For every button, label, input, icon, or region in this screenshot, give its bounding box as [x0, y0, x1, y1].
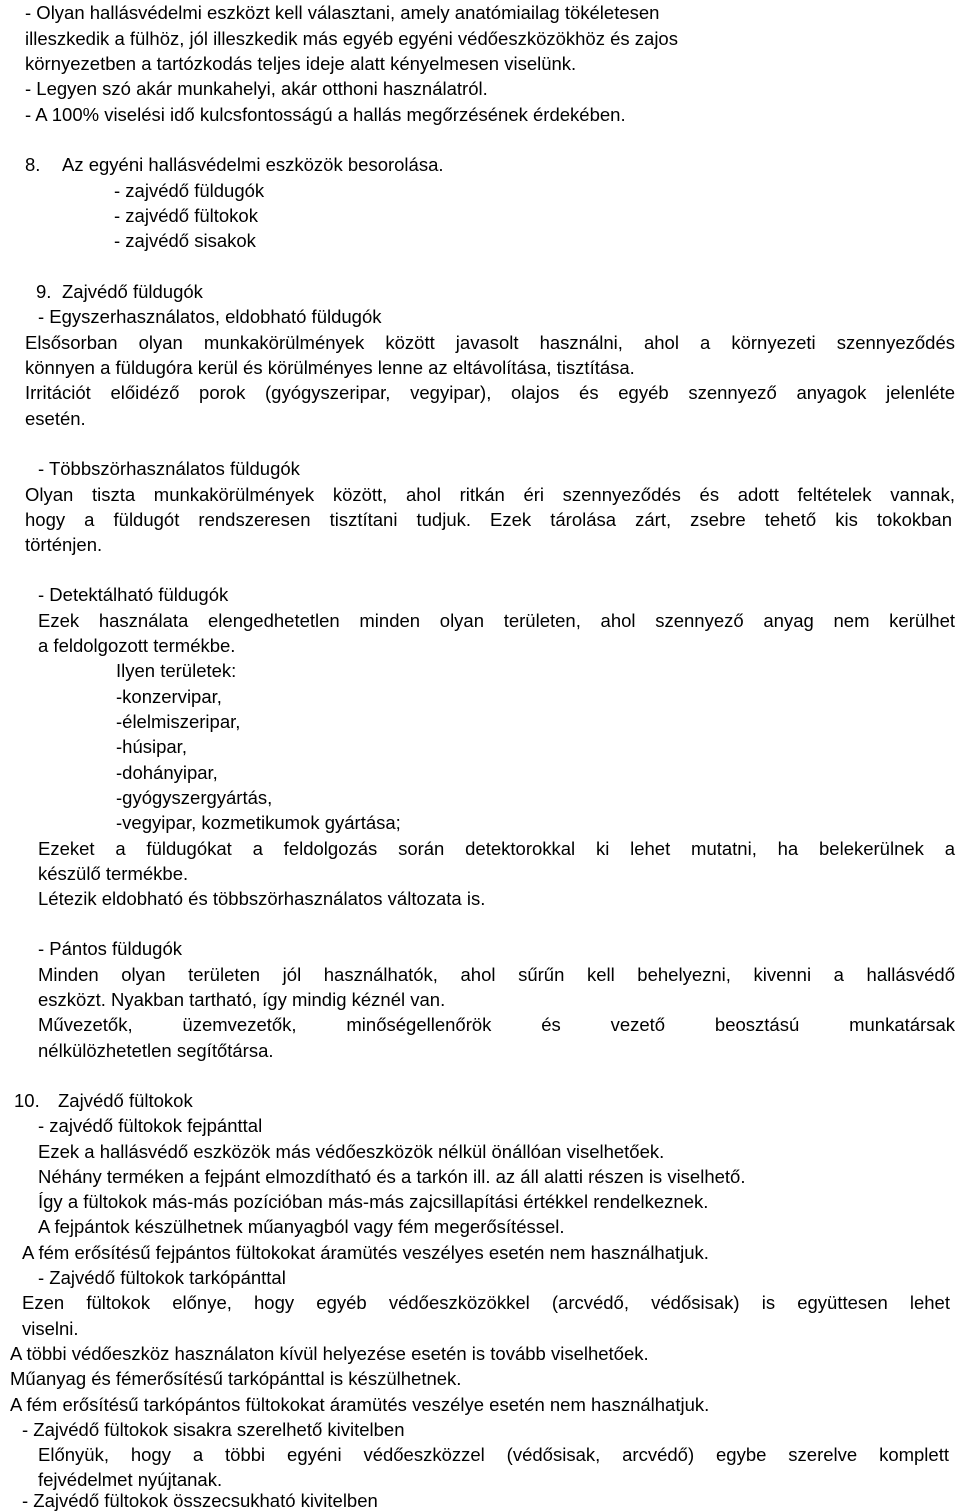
intro-line-4: - Legyen szó akár munkahelyi, akár otthoni használatról. [25, 78, 488, 99]
section-10-number: 10. [14, 1090, 40, 1111]
paragraph-line: Előnyük, hogy a többi egyéni védőeszközzel (védősisak, arcvédő) egybe szerelve komplett [38, 1444, 949, 1465]
paragraph-line: Elsősorban olyan munkakörülmények között javasolt használni, ahol a környezeti szennyeződés [25, 332, 955, 353]
paragraph-line: könnyen a füldugóra kerül és körülményes lenne az eltávolítása, tisztítása. [25, 357, 635, 378]
intro-line-3: környezetben a tartózkodás teljes ideje alatt kényelmesen viselünk. [25, 53, 577, 74]
paragraph-line: eszközt. Nyakban tartható, így mindig kéznél van. [38, 989, 446, 1010]
subsection-heading: - Zajvédő fültokok sisakra szerelhető kivitelben [22, 1419, 405, 1440]
paragraph-line: Néhány terméken a fejpánt elmozdítható és a tarkón ill. az áll alatti részen is viselhető. [38, 1166, 746, 1187]
list-item: -dohányipar, [116, 762, 218, 783]
paragraph-line: Irritációt előidéző porok (gyógyszeripar, vegyipar), olajos és egyéb szennyező anyagok jelenléte [25, 382, 955, 403]
paragraph-line: A fém erősítésű tarkópántos fültokokat áramütés veszélye esetén nem használhatjuk. [10, 1394, 710, 1415]
section-8-number: 8. [25, 154, 41, 175]
list-heading: Ilyen területek: [116, 660, 237, 681]
list-item: -konzervipar, [116, 686, 222, 707]
intro-line-1: - Olyan hallásvédelmi eszközt kell választani, amely anatómiailag tökéletesen [25, 2, 660, 23]
list-item: -húsipar, [116, 736, 187, 757]
intro-line-5: - A 100% viselési idő kulcsfontosságú a hallás megőrzésének érdekében. [25, 104, 626, 125]
paragraph-line: történjen. [25, 534, 103, 555]
subsection-heading: - Többszörhasználatos füldugók [38, 458, 300, 479]
list-item: -élelmiszeripar, [116, 711, 241, 732]
subsection-heading: - Zajvédő fültokok tarkópánttal [38, 1267, 286, 1288]
subsection-heading: - Detektálható füldugók [38, 584, 229, 605]
list-item: -gyógyszergyártás, [116, 787, 273, 808]
paragraph-line: nélkülözhetetlen segítőtársa. [38, 1040, 274, 1061]
intro-line-2: illeszkedik a fülhöz, jól illeszkedik más egyéb egyéni védőeszközökhöz és zajos [25, 28, 678, 49]
section-8-item: - zajvédő sisakok [114, 230, 256, 251]
paragraph-line: Olyan tiszta munkakörülmények között, ahol ritkán éri szennyeződés és adott feltételek vannak, [25, 484, 955, 505]
paragraph-line: készülő termékbe. [38, 863, 189, 884]
paragraph-line: Létezik eldobható és többszörhasználatos változata is. [38, 888, 486, 909]
paragraph-line: Műanyag és fémerősítésű tarkópánttal is készülhetnek. [10, 1368, 462, 1389]
paragraph-line: Ezek a hallásvédő eszközök más védőeszközök nélkül önállóan viselhetőek. [38, 1141, 665, 1162]
subsection-heading: - Zajvédő fültokok összecsukható kivitelben [22, 1490, 378, 1511]
paragraph-line: Ezeket a füldugókat a feldolgozás során detektorokkal ki lehet mutatni, ha belekerülnek a [38, 838, 955, 859]
section-9-title: Zajvédő füldugók [62, 281, 203, 302]
paragraph-line: A többi védőeszköz használaton kívül helyezése esetén is tovább viselhetőek. [10, 1343, 649, 1364]
section-8-item: - zajvédő fültokok [114, 205, 258, 226]
subsection-heading: - Pántos füldugók [38, 938, 182, 959]
paragraph-line: Minden olyan területen jól használhatók, ahol sűrűn kell behelyezni, kivenni a hallásvédő [38, 964, 955, 985]
paragraph-line: esetén. [25, 408, 86, 429]
paragraph-line: Így a fültokok más-más pozícióban más-más zajcsillapítási értékkel rendelkeznek. [38, 1191, 709, 1212]
paragraph-line: Ezek használata elengedhetetlen minden olyan területen, ahol szennyező anyag nem kerülhet [38, 610, 955, 631]
paragraph-line: viselni. [22, 1318, 79, 1339]
section-9-number: 9. [36, 281, 52, 302]
paragraph-line: Művezetők, üzemvezetők, minőségellenőrök és vezető beosztású munkatársak [38, 1014, 955, 1035]
list-item: -vegyipar, kozmetikumok gyártása; [116, 812, 401, 833]
paragraph-line: A fejpántok készülhetnek műanyagból vagy fém megerősítéssel. [38, 1216, 565, 1237]
paragraph-line: a feldolgozott termékbe. [38, 635, 236, 656]
subsection-heading: - Egyszerhasználatos, eldobható füldugók [38, 306, 382, 327]
section-10-title: Zajvédő fültokok [58, 1090, 193, 1111]
paragraph-line: A fém erősítésű fejpántos fültokokat áramütés veszélyes esetén nem használhatjuk. [22, 1242, 709, 1263]
paragraph-line: hogy a füldugót rendszeresen tisztítani tudjuk. Ezek tárolása zárt, zsebre tehető kis tokokban [25, 509, 952, 530]
section-8-item: - zajvédő füldugók [114, 180, 265, 201]
paragraph-line: Ezen fültokok előnye, hogy egyéb védőeszközökkel (arcvédő, védősisak) is együttesen lehet [22, 1292, 950, 1313]
section-8-title: Az egyéni hallásvédelmi eszközök besorolása. [62, 154, 444, 175]
paragraph-line: fejvédelmet nyújtanak. [38, 1469, 223, 1490]
subsection-heading: - zajvédő fültokok fejpánttal [38, 1115, 263, 1136]
